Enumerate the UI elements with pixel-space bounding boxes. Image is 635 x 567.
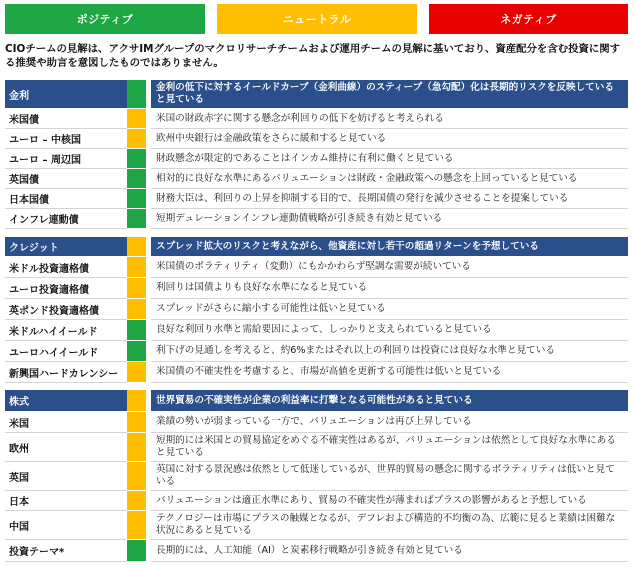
signal-indicator — [127, 169, 146, 189]
legend-negative: ネガティブ — [429, 4, 628, 34]
section-summary: 金利の低下に対するイールドカーブ（金利曲線）のスティープ（急勾配）化は長期的リスクを反映していると見ている — [151, 80, 628, 109]
row-label: ユーロ – 周辺国 — [5, 149, 127, 169]
signal-indicator — [127, 80, 146, 109]
table-row — [5, 209, 628, 229]
signal-indicator — [127, 237, 146, 257]
table-row — [5, 491, 628, 511]
table-row — [5, 169, 628, 189]
table-row — [5, 278, 628, 299]
row-label: ユーロハイイールド — [5, 341, 127, 362]
signal-indicator — [127, 540, 146, 562]
signal-indicator — [127, 299, 146, 320]
row-text: 良好な利回り水準と需給要因によって、しっかりと支えられていると見ている — [151, 320, 628, 341]
legend-neutral: ニュートラル — [217, 4, 417, 34]
row-label: 日本国債 — [5, 189, 127, 209]
row-label: 米ドル投資適格債 — [5, 257, 127, 278]
section-label: 金利 — [5, 80, 127, 109]
row-text: 財務大臣は、利回りの上昇を抑制する目的で、長期国債の発行を減少させることを提案している — [151, 189, 628, 209]
row-text: 短期的には米国との貿易協定をめぐる不確実性はあるが、バリュエーションは依然として良好な水準にあると見ている — [151, 433, 628, 462]
row-label: インフレ連動債 — [5, 209, 127, 229]
section-label: クレジット — [5, 237, 127, 257]
table-row — [5, 299, 628, 320]
signal-indicator — [127, 129, 146, 149]
row-label: 英国 — [5, 462, 127, 491]
row-label: 米国 — [5, 412, 127, 433]
row-text: 英国に対する景況感は依然として低迷しているが、世界的貿易の懸念に関するボラティリティは低いと見ている — [151, 462, 628, 491]
row-label: 米ドルハイイールド — [5, 320, 127, 341]
signal-indicator — [127, 149, 146, 169]
table-row — [5, 341, 628, 362]
row-label: 中国 — [5, 511, 127, 540]
row-text: 長期的には、人工知能（AI）と炭素移行戦略が引き続き有効と見ている — [151, 540, 628, 562]
section-summary: スプレッド拡大のリスクと考えながら、他資産に対し若干の超過リターンを予想している — [151, 237, 628, 257]
signal-indicator — [127, 109, 146, 129]
signal-indicator — [127, 412, 146, 433]
row-text: 米国の財政赤字に関する懸念が利回りの低下を妨げると考えられる — [151, 109, 628, 129]
row-text: 利下げの見通しを考えると、約6%またはそれ以上の利回りは投資には良好な水準と見ている — [151, 341, 628, 362]
row-label: ユーロ投資適格債 — [5, 278, 127, 299]
row-label: ユーロ – 中核国 — [5, 129, 127, 149]
row-text: スプレッドがさらに縮小する可能性は低いと見ている — [151, 299, 628, 320]
row-text: 欧州中央銀行は金融政策をさらに緩和すると見ている — [151, 129, 628, 149]
signal-indicator — [127, 341, 146, 362]
section-header — [5, 237, 628, 257]
table-row — [5, 109, 628, 129]
section-label: 株式 — [5, 390, 127, 412]
row-text: バリュエーションは適正水準にあり、貿易の不確実性が薄まればプラスの影響があると予想している — [151, 491, 628, 511]
table-row — [5, 362, 628, 383]
signal-indicator — [127, 433, 146, 462]
signal-indicator — [127, 257, 146, 278]
table-row — [5, 412, 628, 433]
table-row — [5, 257, 628, 278]
signal-indicator — [127, 390, 146, 412]
intro-disclaimer: CIOチームの見解は、アクサIMグループのマクロリサーチチームおよび運用チームの見解に基いており、資産配分を含む投資に関する推奨や助言を意図したものではありません。 — [5, 43, 621, 69]
row-label: 米国債 — [5, 109, 127, 129]
signal-indicator — [127, 462, 146, 491]
signal-legend — [5, 4, 628, 34]
signal-indicator — [127, 511, 146, 540]
row-label: 欧州 — [5, 433, 127, 462]
row-text: 米国債の不確実性を考慮すると、市場が高値を更新する可能性は低いと見ている — [151, 362, 628, 383]
table-row — [5, 189, 628, 209]
table-row — [5, 433, 628, 462]
row-text: テクノロジーは市場にプラスの触媒となるが、デフレおよび構造的不均衡の為、広範に見ると業績は困難な状況にあると見ている — [151, 511, 628, 540]
table-row — [5, 511, 628, 540]
table-row — [5, 129, 628, 149]
signal-indicator — [127, 491, 146, 511]
legend-positive: ポジティブ — [5, 4, 205, 34]
row-label: 英国債 — [5, 169, 127, 189]
row-label: 英ポンド投資適格債 — [5, 299, 127, 320]
row-label: 新興国ハードカレンシー — [5, 362, 127, 383]
table-row — [5, 320, 628, 341]
signal-indicator — [127, 209, 146, 229]
table-row — [5, 462, 628, 491]
row-text: 相対的に良好な水準にあるバリュエーションは財政・金融政策への懸念を上回っていると見ている — [151, 169, 628, 189]
section-summary: 世界貿易の不確実性が企業の利益率に打撃となる可能性があると見ている — [151, 390, 628, 412]
table-row — [5, 540, 628, 562]
section-header — [5, 390, 628, 412]
row-label: 投資テーマ* — [5, 540, 127, 562]
row-text: 短期デュレーションインフレ連動債戦略が引き続き有効と見ている — [151, 209, 628, 229]
row-text: 財政懸念が限定的であることはインカム維持に有利に働くと見ている — [151, 149, 628, 169]
row-text: 業績の勢いが弱まっている一方で、バリュエーションは再び上昇している — [151, 412, 628, 433]
table-row — [5, 149, 628, 169]
signal-indicator — [127, 320, 146, 341]
row-text: 米国債のボラティリティ（変動）にもかかわらず堅調な需要が続いている — [151, 257, 628, 278]
signal-indicator — [127, 278, 146, 299]
signal-indicator — [127, 362, 146, 383]
signal-indicator — [127, 189, 146, 209]
row-label: 日本 — [5, 491, 127, 511]
section-header — [5, 80, 628, 109]
row-text: 利回りは国債よりも良好な水準になると見ている — [151, 278, 628, 299]
